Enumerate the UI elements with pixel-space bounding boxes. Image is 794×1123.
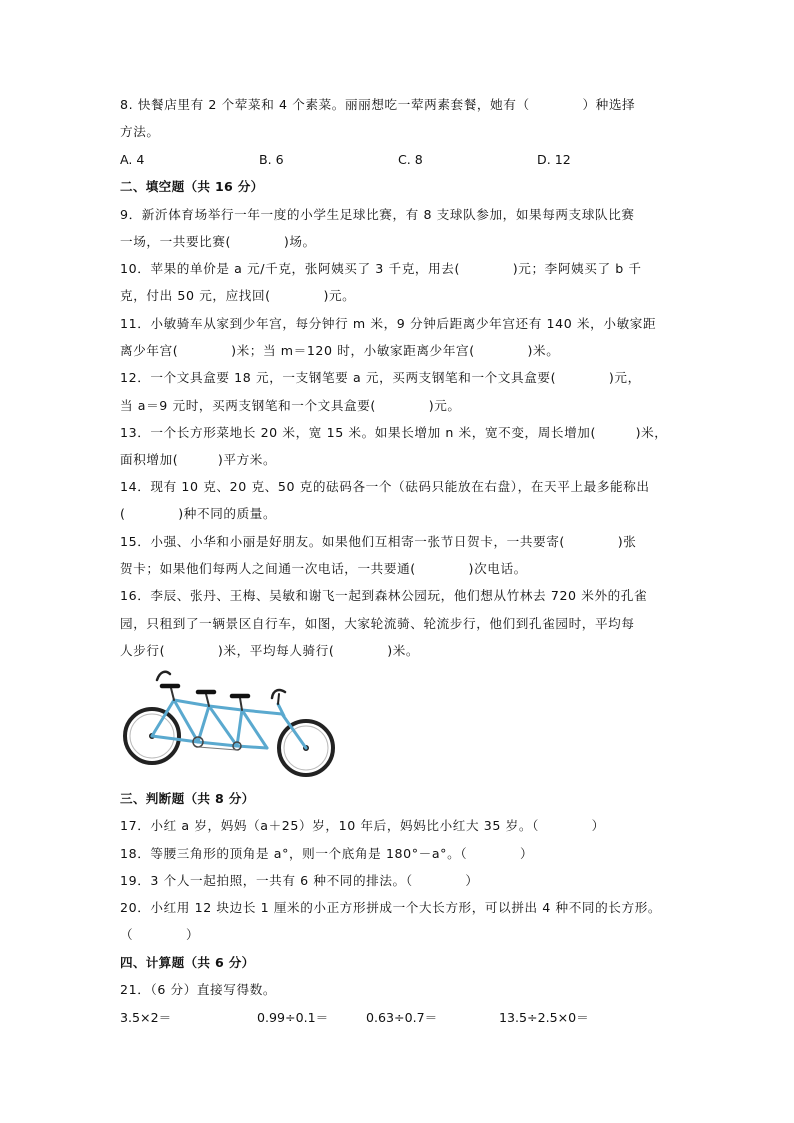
s3-line: （ ） (120, 927, 200, 942)
s3-line: 17．小红 a 岁，妈妈（a＋25）岁，10 年后，妈妈比小红大 35 岁。（ ） (120, 818, 605, 833)
s2-line: 一场，一共要比赛( )场。 (120, 234, 316, 249)
s2-line: 14．现有 10 克、20 克、50 克的砝码各一个（砝码只能放在右盘），在天平上最多能称出 (120, 479, 650, 494)
s2-line: 离少年宫( )米；当 m＝120 时，小敏家距离少年宫( )米。 (120, 343, 560, 358)
calc-item: 3.5×2＝ (120, 1010, 172, 1025)
s2-line: 人步行( )米，平均每人骑行( )米。 (120, 643, 420, 658)
q8-line2: 方法。 (120, 124, 160, 139)
s2-line: 12．一个文具盒要 18 元，一支钢笔要 a 元，买两支钢笔和一个文具盒要( )元， (120, 370, 641, 385)
section2-heading: 二、填空题（共 16 分） (120, 179, 264, 194)
s2-line: 当 a＝9 元时，买两支钢笔和一个文具盒要( )元。 (120, 398, 461, 413)
q8-option-d: D. 12 (537, 152, 571, 167)
section3-heading: 三、判断题（共 8 分） (120, 791, 255, 806)
s3-line: 19．3 个人一起拍照，一共有 6 种不同的排法。（ ） (120, 873, 479, 888)
tandem-bicycle-icon (122, 668, 336, 780)
s2-line: 贺卡；如果他们每两人之间通一次电话，一共要通( )次电话。 (120, 561, 527, 576)
calc-item: 0.99÷0.1＝ (257, 1010, 329, 1025)
s3-line: 18．等腰三角形的顶角是 a°，则一个底角是 180°－a°。（ ） (120, 846, 534, 861)
calc-item: 0.63÷0.7＝ (366, 1010, 438, 1025)
section4-heading: 四、计算题（共 6 分） (120, 955, 255, 970)
s2-line: 克，付出 50 元，应找回( )元。 (120, 288, 356, 303)
s2-line: 15．小强、小华和小丽是好朋友。如果他们互相寄一张节日贺卡，一共要寄( )张 (120, 534, 637, 549)
s2-line: 16．李辰、张丹、王梅、吴敏和谢飞一起到森林公园玩，他们想从竹林去 720 米外的孔雀 (120, 588, 648, 603)
q8-option-c: C. 8 (398, 152, 423, 167)
s2-line: 13．一个长方形菜地长 20 米，宽 15 米。如果长增加 n 米，宽不变，周长增加( )米， (120, 425, 668, 440)
s2-line: 11．小敏骑车从家到少年宫，每分钟行 m 米，9 分钟后距离少年宫还有 140 米，小敏家距 (120, 316, 657, 331)
q8-line1: 8. 快餐店里有 2 个荤菜和 4 个素菜。丽丽想吃一荤两素套餐，她有（ ）种选择 (120, 97, 636, 112)
s2-line: 9．新沂体育场举行一年一度的小学生足球比赛，有 8 支球队参加，如果每两支球队比赛 (120, 207, 635, 222)
calc-item: 13.5÷2.5×0＝ (499, 1010, 589, 1025)
s2-line: 10．苹果的单价是 a 元/千克，张阿姨买了 3 千克，用去( )元；李阿姨买了 b 千 (120, 261, 642, 276)
q8-option-b: B. 6 (259, 152, 284, 167)
q21-title: 21．（6 分）直接写得数。 (120, 982, 277, 997)
s3-line: 20．小红用 12 块边长 1 厘米的小正方形拼成一个大长方形，可以拼出 4 种不同的长方形。 (120, 900, 662, 915)
s2-line: ( )种不同的质量。 (120, 506, 277, 521)
s2-line: 园，只租到了一辆景区自行车，如图，大家轮流骑、轮流步行，他们到孔雀园时，平均每 (120, 616, 635, 631)
q8-option-a: A. 4 (120, 152, 145, 167)
s2-line: 面积增加( )平方米。 (120, 452, 277, 467)
